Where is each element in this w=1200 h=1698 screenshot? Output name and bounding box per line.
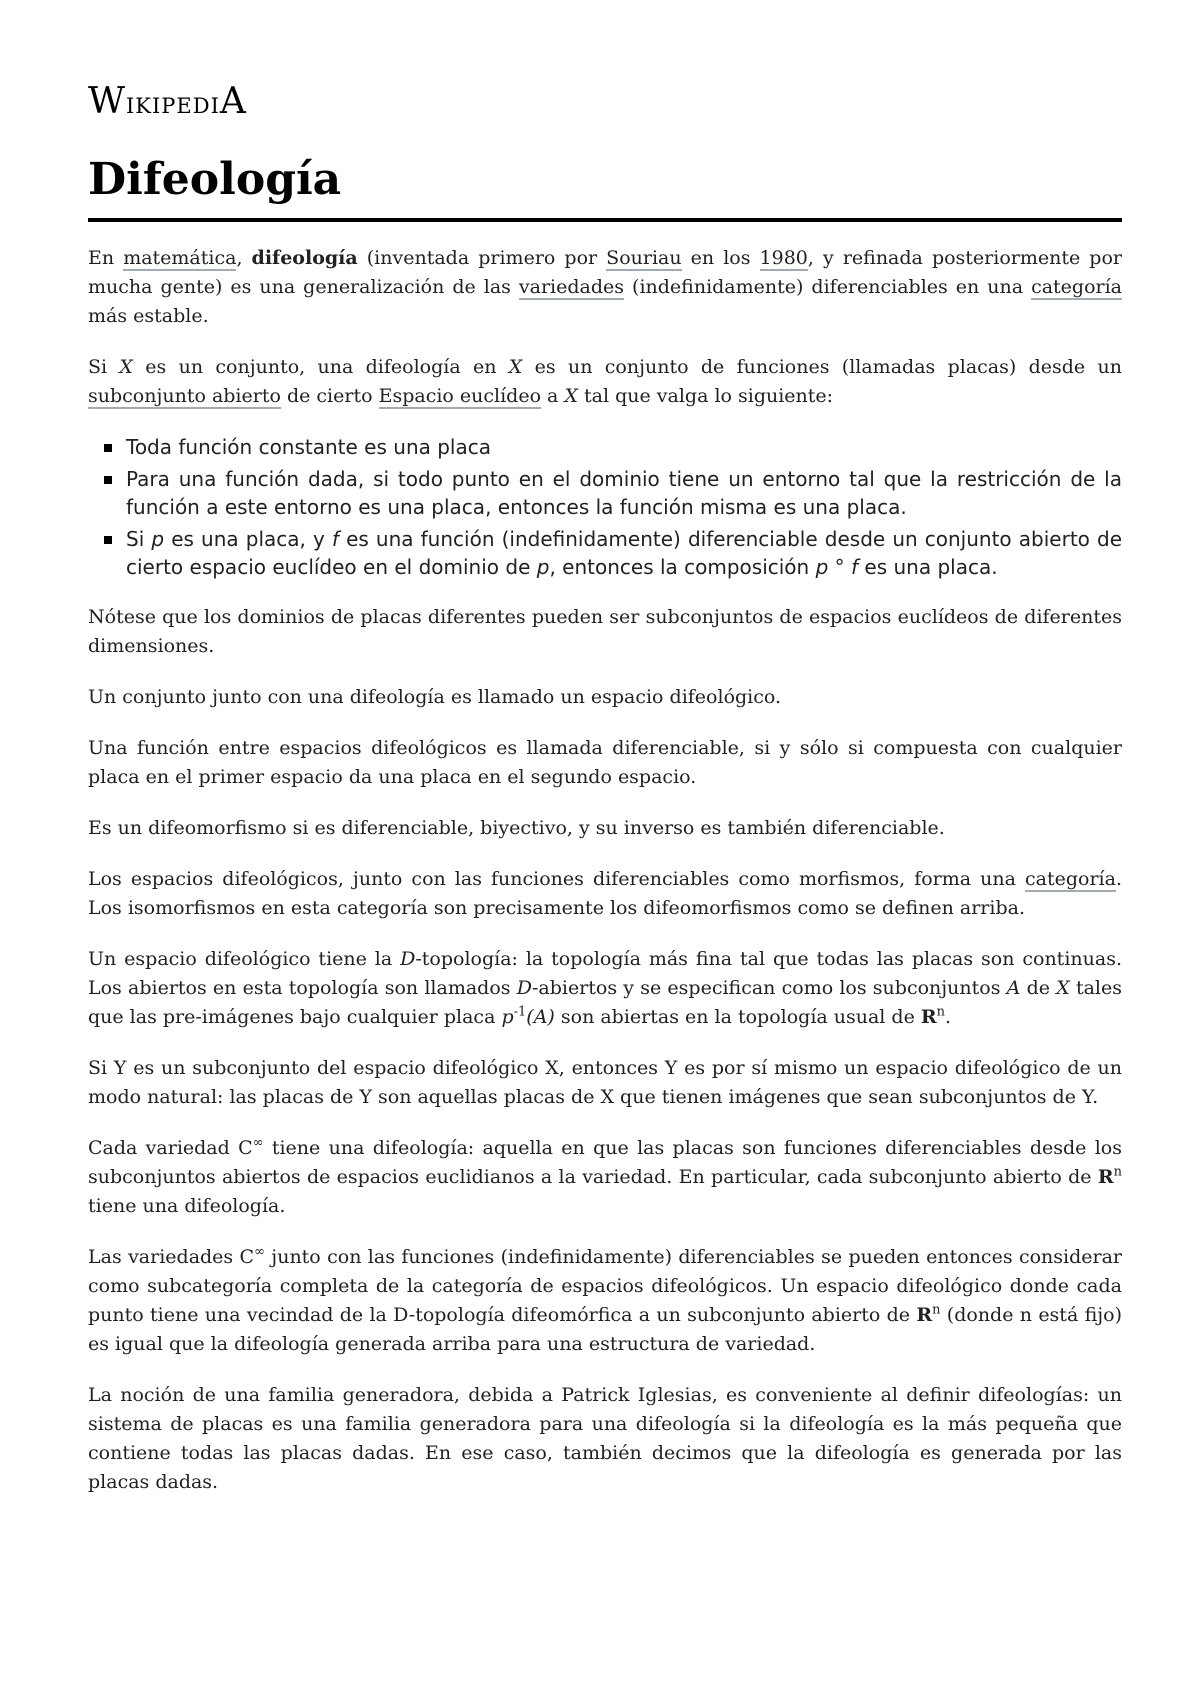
math-var: X	[1056, 977, 1070, 999]
text: Los espacios difeológicos, junto con las funciones diferenciables como morfismos, forma una	[88, 868, 1026, 890]
math-var: p	[536, 555, 550, 579]
math-var: D	[516, 977, 532, 999]
math-var: f	[331, 527, 339, 551]
bold-term: difeología	[251, 247, 358, 269]
text: -abiertos y se especifican como los subconjuntos	[531, 977, 1007, 999]
paragraph-variedad-cinf	[88, 1134, 1122, 1221]
text: de	[1020, 977, 1057, 999]
math-var: p	[501, 1006, 514, 1028]
paragraph-dominios: Nótese que los dominios de placas diferentes pueden ser subconjuntos de espacios euclídeos de diferentes dimensiones.	[88, 606, 1122, 657]
math-R: R	[1097, 1166, 1114, 1188]
text: . Los isomorfismos en esta categoría son precisamente los difeomorfismos como se definen arriba.	[88, 868, 1122, 919]
paragraph-diferenciable: Una función entre espacios difeológicos es llamada diferenciable, si y sólo si compuesta con cualquier placa en el primer espacio da una placa en el segundo espacio.	[88, 737, 1122, 788]
text: junto con las funciones (indefinidamente) diferenciables se pueden entonces considerar como subcategoría completa de la categoría de espacios difeológicos. Un espacio difeológico donde cada punto tiene una vecindad de la D-topología difeomórfica a un subconjunto abierto de	[88, 1246, 1122, 1326]
text: tiene una difeología: aquella en que las placas son funciones diferenciables desde los subconjuntos abiertos de espacios euclidianos a la variedad. En particular, cada subconjunto abierto de	[88, 1137, 1122, 1188]
math-var: X	[508, 356, 523, 378]
link-souriau[interactable]: Souriau	[606, 247, 682, 269]
paragraph-espacio-difeologico: Un conjunto junto con una difeología es llamado un espacio difeológico.	[88, 686, 782, 708]
paragraph-d-topologia	[88, 945, 1122, 1032]
link-espacio-euclideo[interactable]: Espacio euclídeo	[378, 385, 542, 407]
math-var: f	[851, 555, 859, 579]
paragraph-definition	[88, 353, 1122, 411]
math-R: R	[916, 1304, 933, 1326]
list-item: Toda función constante es una placa	[126, 433, 1122, 461]
text: tal que valga lo siguiente:	[577, 385, 834, 407]
superscript: n	[936, 1004, 946, 1020]
list-item: Para una función dada, si todo punto en el dominio tiene un entorno tal que la restricción de la función a este entorno es una placa, entonces la función misma es una placa.	[126, 467, 1122, 519]
axioms-list	[88, 433, 1122, 581]
logo-first-letter: W	[88, 81, 127, 122]
paragraph-categoria	[88, 865, 1122, 923]
paragraph-difeomorfismo: Es un difeomorfismo si es diferenciable, biyectivo, y su inverso es también diferenciable.	[88, 817, 945, 839]
math-var: (A)	[526, 1006, 555, 1028]
text: (indefinidamente) diferenciables en una	[624, 276, 1032, 298]
paragraph-familia-generadora: La noción de una familia generadora, debida a Patrick Iglesias, es conveniente al definir difeologías: un sistema de placas es una familia generadora para una difeología si la difeología es la más pequeña que contiene todas las placas dadas. En ese caso, también decimos que la difeología es generada por las placas dadas.	[88, 1384, 1122, 1493]
text: tales que las pre-imágenes bajo cualquier placa	[88, 977, 1122, 1028]
text: Cada variedad C	[88, 1137, 253, 1159]
text: Un espacio difeológico tiene la	[88, 948, 401, 970]
link-1980[interactable]: 1980	[759, 247, 808, 269]
link-categoria-2[interactable]: categoría	[1025, 868, 1116, 890]
text: es un conjunto de funciones (llamadas placas) desde un	[522, 356, 1122, 378]
text: tiene una difeología.	[88, 1195, 286, 1217]
superscript: n	[932, 1302, 941, 1318]
logo-last-letter: A	[219, 81, 247, 122]
paragraph-subconjunto: Si Y es un subconjunto del espacio difeológico X, entonces Y es por sí mismo un espacio difeológico de un modo natural: las placas de Y son aquellas placas de X que tienen imágenes que sean subconjuntos de Y.	[88, 1057, 1122, 1108]
text: de cierto	[280, 385, 379, 407]
paragraph-subcategoria	[88, 1243, 1122, 1359]
math-R: R	[920, 1006, 937, 1028]
link-variedades[interactable]: variedades	[518, 276, 625, 298]
text: en los	[681, 247, 760, 269]
text: , entonces la composición	[549, 555, 816, 579]
text: Si	[88, 356, 120, 378]
superscript: ∞	[254, 1244, 265, 1260]
link-matematica[interactable]: matemática	[123, 247, 237, 269]
compose-symbol: °	[828, 555, 852, 579]
link-subconjunto-abierto[interactable]: subconjunto abierto	[88, 385, 281, 407]
text: , y refinada posteriormente por mucha gente) es una generalización de las	[88, 247, 1122, 298]
math-var: X	[564, 385, 578, 407]
text: es una placa, y	[164, 527, 332, 551]
math-var: X	[119, 356, 133, 378]
text: ,	[236, 247, 252, 269]
text: Las variedades C	[88, 1246, 255, 1268]
superscript: ∞	[252, 1135, 264, 1151]
math-var: p	[815, 555, 829, 579]
math-var: p	[151, 527, 165, 551]
text: a	[541, 385, 565, 407]
wikipedia-logo[interactable]	[88, 80, 1122, 124]
list-item	[126, 525, 1122, 581]
text: .	[945, 1006, 952, 1028]
text: es una función (indefinidamente) diferenciable desde un conjunto abierto de cierto espacio euclídeo en el dominio de	[126, 527, 1123, 579]
text: (inventada primero por	[357, 247, 607, 269]
article-body	[88, 244, 1122, 1497]
text: son abiertas en la topología usual de	[554, 1006, 921, 1028]
text: En	[88, 247, 124, 269]
superscript: -1	[513, 1004, 527, 1020]
text: Si	[126, 527, 152, 551]
text: es un conjunto, una difeología en	[132, 356, 509, 378]
page-title: Difeología	[88, 150, 1122, 222]
article-page	[88, 80, 1122, 1519]
math-var: D	[400, 948, 416, 970]
superscript: n	[1113, 1164, 1122, 1180]
text: (donde n está fijo) es igual que la difeología generada arriba para una estructura de variedad.	[88, 1304, 1122, 1355]
text: -topología: la topología más fina tal que todas las placas son continuas. Los abiertos en esta topología son llamados	[88, 948, 1122, 999]
logo-middle: ikipedi	[126, 86, 220, 121]
math-var: A	[1006, 977, 1021, 999]
text: es una placa.	[858, 555, 998, 579]
link-categoria[interactable]: categoría	[1031, 276, 1122, 298]
paragraph-intro	[88, 244, 1122, 331]
text: más estable.	[88, 305, 209, 327]
